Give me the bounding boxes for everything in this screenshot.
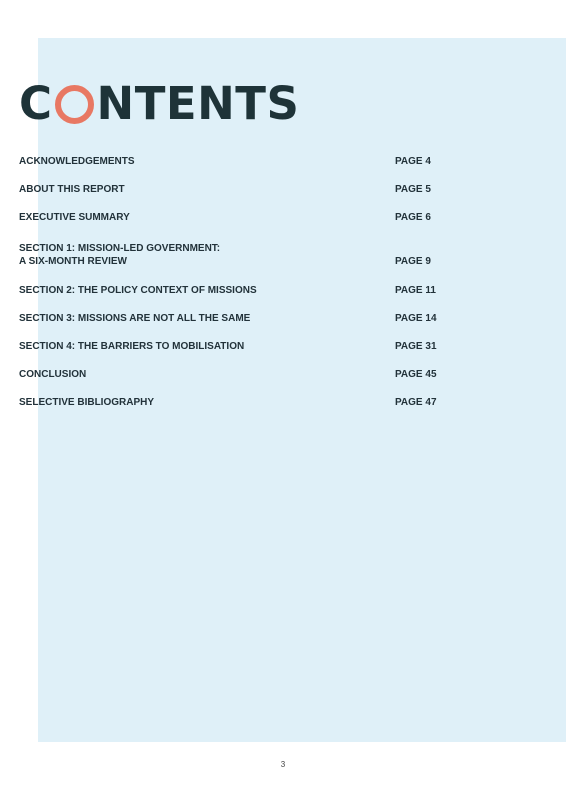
- toc-entry-executive-summary[interactable]: [19, 194, 539, 224]
- toc-entry-section-3[interactable]: [19, 295, 539, 325]
- toc-entry-section-4[interactable]: [19, 323, 539, 353]
- page-title: [19, 77, 299, 131]
- toc-entry-section-1[interactable]: [19, 238, 539, 268]
- toc-entry-page: PAGE 11: [395, 285, 436, 296]
- toc-entry-page: PAGE 4: [395, 156, 431, 167]
- toc-entry-title: EXECUTIVE SUMMARY: [19, 212, 130, 223]
- toc-entry-title: SELECTIVE BIBLIOGRAPHY: [19, 397, 155, 408]
- toc-entry-page: PAGE 14: [395, 313, 437, 324]
- title-first-letter: C: [19, 77, 53, 130]
- toc-entry-selective-bibliography[interactable]: [19, 379, 539, 409]
- toc-entry-about-this-report[interactable]: [19, 166, 539, 196]
- title-rest: NTENTS: [96, 77, 300, 130]
- toc-entry-page: PAGE 45: [395, 369, 437, 380]
- toc-entry-title: SECTION 4: THE BARRIERS TO MOBILISATION: [19, 341, 245, 352]
- toc-entry-page: PAGE 9: [395, 256, 431, 267]
- toc-entry-title: CONCLUSION: [19, 369, 87, 380]
- toc-entry-title: SECTION 3: MISSIONS ARE NOT ALL THE SAME: [19, 313, 251, 324]
- toc-entry-page: PAGE 5: [395, 184, 431, 195]
- toc-entry-title: SECTION 2: THE POLICY CONTEXT OF MISSIONS: [19, 285, 257, 296]
- toc-entry-title: ACKNOWLEDGEMENTS: [19, 156, 135, 167]
- toc-entry-page: PAGE 47: [395, 397, 437, 408]
- toc-entry-title: SECTION 1: MISSION-LED GOVERNMENT: A SIX-MONTH REVIEW: [19, 243, 221, 267]
- toc-entry-conclusion[interactable]: [19, 351, 539, 381]
- toc-entry-acknowledgements[interactable]: [19, 138, 539, 168]
- toc-entry-page: PAGE 31: [395, 341, 437, 352]
- page-number: 3: [280, 760, 286, 769]
- toc-entry-title: ABOUT THIS REPORT: [19, 184, 125, 195]
- toc-entry-page: PAGE 6: [395, 212, 431, 223]
- toc-entry-section-2[interactable]: [19, 267, 539, 297]
- ring-o-icon: [55, 85, 94, 124]
